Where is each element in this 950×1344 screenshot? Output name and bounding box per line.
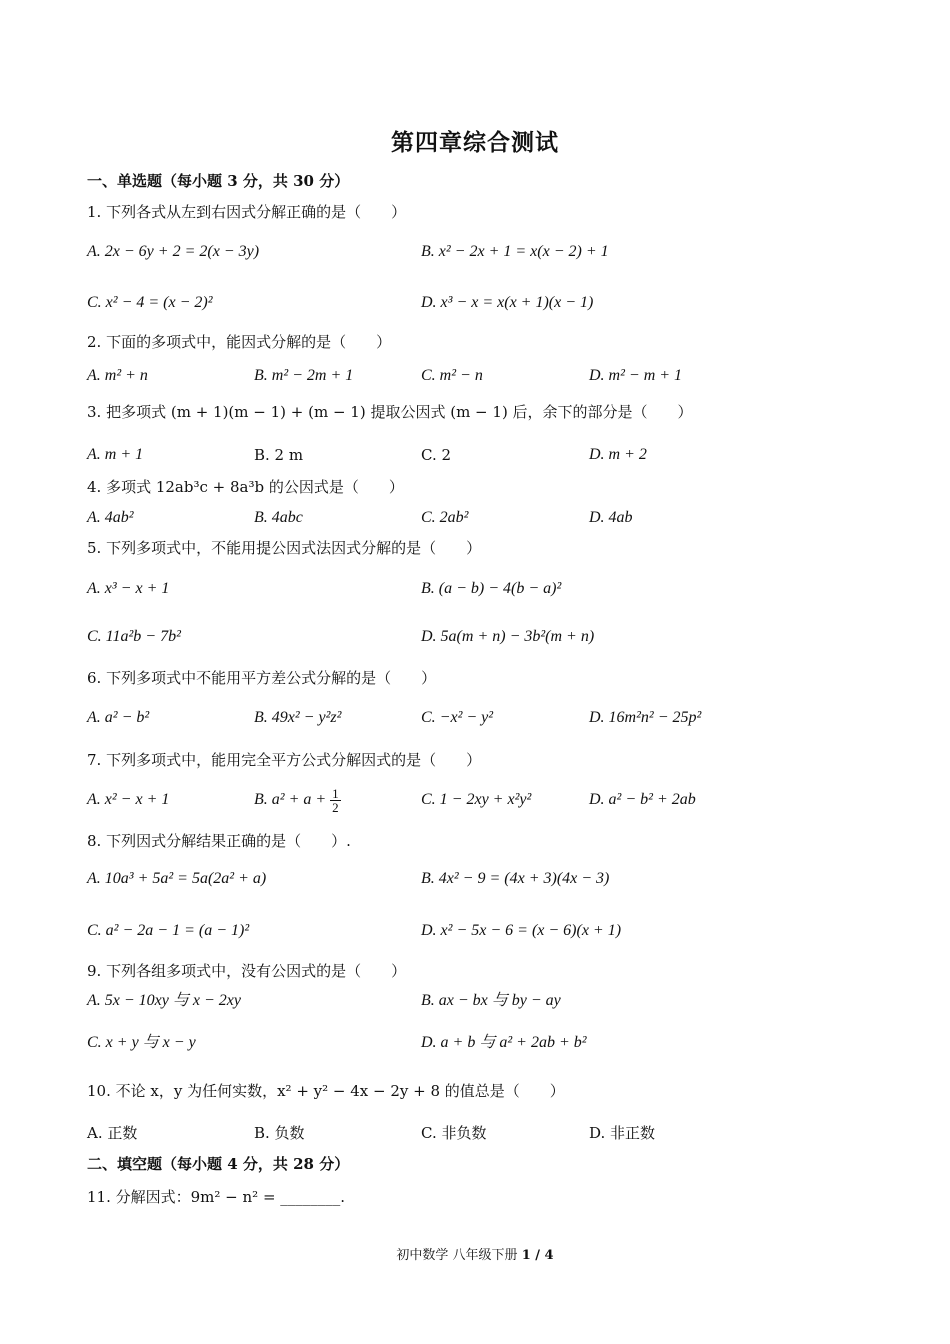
question-4-option-c: C. 2ab²	[421, 509, 469, 526]
question-5-option-d: D. 5a(m + n) − 3b²(m + n)	[421, 628, 595, 645]
question-8-option-d: D. x² − 5x − 6 = (x − 6)(x + 1)	[421, 922, 622, 939]
question-9-option-b: B. ax − bx 与 by − ay	[421, 992, 561, 1009]
section-heading-fill-in: 二、填空题（每小题 4 分，共 28 分）	[87, 1155, 350, 1173]
fraction-numerator: 1	[332, 785, 339, 801]
question-8-option-a: A. 10a³ + 5a² = 5a(2a² + a)	[87, 870, 267, 887]
question-9-stem: 9. 下列各组多项式中，没有公因式的是（ ）	[87, 962, 407, 980]
page-footer	[0, 1244, 950, 1263]
fraction-denominator: 2	[332, 799, 339, 815]
question-9-option-d: D. a + b 与 a² + 2ab + b²	[421, 1034, 587, 1051]
question-6-option-a: A. a² − b²	[87, 709, 150, 726]
question-2-option-b: B. m² − 2m + 1	[254, 367, 354, 384]
question-10-option-a: A. 正数	[87, 1124, 138, 1142]
question-3-option-a: A. m + 1	[87, 446, 144, 463]
question-9-option-c: C. x + y 与 x − y	[87, 1034, 196, 1051]
question-10-option-b: B. 负数	[254, 1124, 305, 1142]
question-4-option-b: B. 4abc	[254, 509, 303, 526]
question-2-stem: 2. 下面的多项式中，能因式分解的是（ ）	[87, 333, 392, 351]
question-8-option-c: C. a² − 2a − 1 = (a − 1)²	[87, 922, 250, 939]
question-7-option-c: C. 1 − 2xy + x²y²	[421, 791, 532, 808]
question-7-option-b-text: B. a² + a +	[254, 791, 327, 808]
question-4-stem: 4. 多项式 12ab³c + 8a³b 的公因式是（ ）	[87, 478, 404, 496]
question-7-option-b	[254, 778, 341, 822]
question-10-option-c: C. 非负数	[421, 1124, 487, 1142]
one-half-fraction	[330, 787, 341, 814]
question-5-option-b: B. (a − b) − 4(b − a)²	[421, 580, 562, 597]
question-9-option-a: A. 5x − 10xy 与 x − 2xy	[87, 992, 241, 1009]
question-7-option-d: D. a² − b² + 2ab	[589, 791, 696, 808]
question-3-stem: 3. 把多项式 (m + 1)(m − 1) + (m − 1) 提取公因式 (m − 1) 后，余下的部分是（ ）	[87, 403, 693, 421]
question-2-option-c: C. m² − n	[421, 367, 483, 384]
question-1-option-c: C. x² − 4 = (x − 2)²	[87, 294, 213, 311]
question-2-option-a: A. m² + n	[87, 367, 148, 384]
question-6-stem: 6. 下列多项式中不能用平方差公式分解的是（ ）	[87, 669, 437, 687]
question-5-option-a: A. x³ − x + 1	[87, 580, 170, 597]
question-8-option-b: B. 4x² − 9 = (4x + 3)(4x − 3)	[421, 870, 610, 887]
question-1-option-a: A. 2x − 6y + 2 = 2(x − 3y)	[87, 243, 260, 260]
question-4-option-d: D. 4ab	[589, 509, 633, 526]
question-6-option-b: B. 49x² − y²z²	[254, 709, 342, 726]
question-5-option-c: C. 11a²b − 7b²	[87, 628, 181, 645]
question-3-option-c: C. 2	[421, 446, 452, 464]
page-title: 第四章综合测试	[391, 129, 559, 156]
question-3-option-d: D. m + 2	[589, 446, 647, 463]
question-3-option-b: B. 2 m	[254, 446, 304, 464]
question-6-option-d: D. 16m²n² − 25p²	[589, 709, 702, 726]
question-7-stem: 7. 下列多项式中，能用完全平方公式分解因式的是（ ）	[87, 751, 482, 769]
page-number: 1 / 4	[521, 1248, 554, 1263]
question-2-option-d: D. m² − m + 1	[589, 367, 683, 384]
question-6-option-c: C. −x² − y²	[421, 709, 494, 726]
footer-course: 初中数学 八年级下册	[396, 1248, 518, 1263]
section-heading-single-choice: 一、单选题（每小题 3 分，共 30 分）	[87, 172, 350, 190]
question-1-option-b: B. x² − 2x + 1 = x(x − 2) + 1	[421, 243, 609, 260]
question-10-option-d: D. 非正数	[589, 1124, 656, 1142]
question-8-stem: 8. 下列因式分解结果正确的是（ ）.	[87, 832, 351, 850]
question-7-option-a: A. x² − x + 1	[87, 791, 170, 808]
question-4-option-a: A. 4ab²	[87, 509, 134, 526]
question-1-stem: 1. 下列各式从左到右因式分解正确的是（ ）	[87, 203, 407, 221]
question-11-stem: 11. 分解因式：9m² − n² = ________.	[87, 1188, 346, 1206]
question-5-stem: 5. 下列多项式中，不能用提公因式法因式分解的是（ ）	[87, 539, 482, 557]
question-1-option-d: D. x³ − x = x(x + 1)(x − 1)	[421, 294, 594, 311]
question-10-stem: 10. 不论 x，y 为任何实数，x² + y² − 4x − 2y + 8 的值总是（ ）	[87, 1082, 565, 1100]
